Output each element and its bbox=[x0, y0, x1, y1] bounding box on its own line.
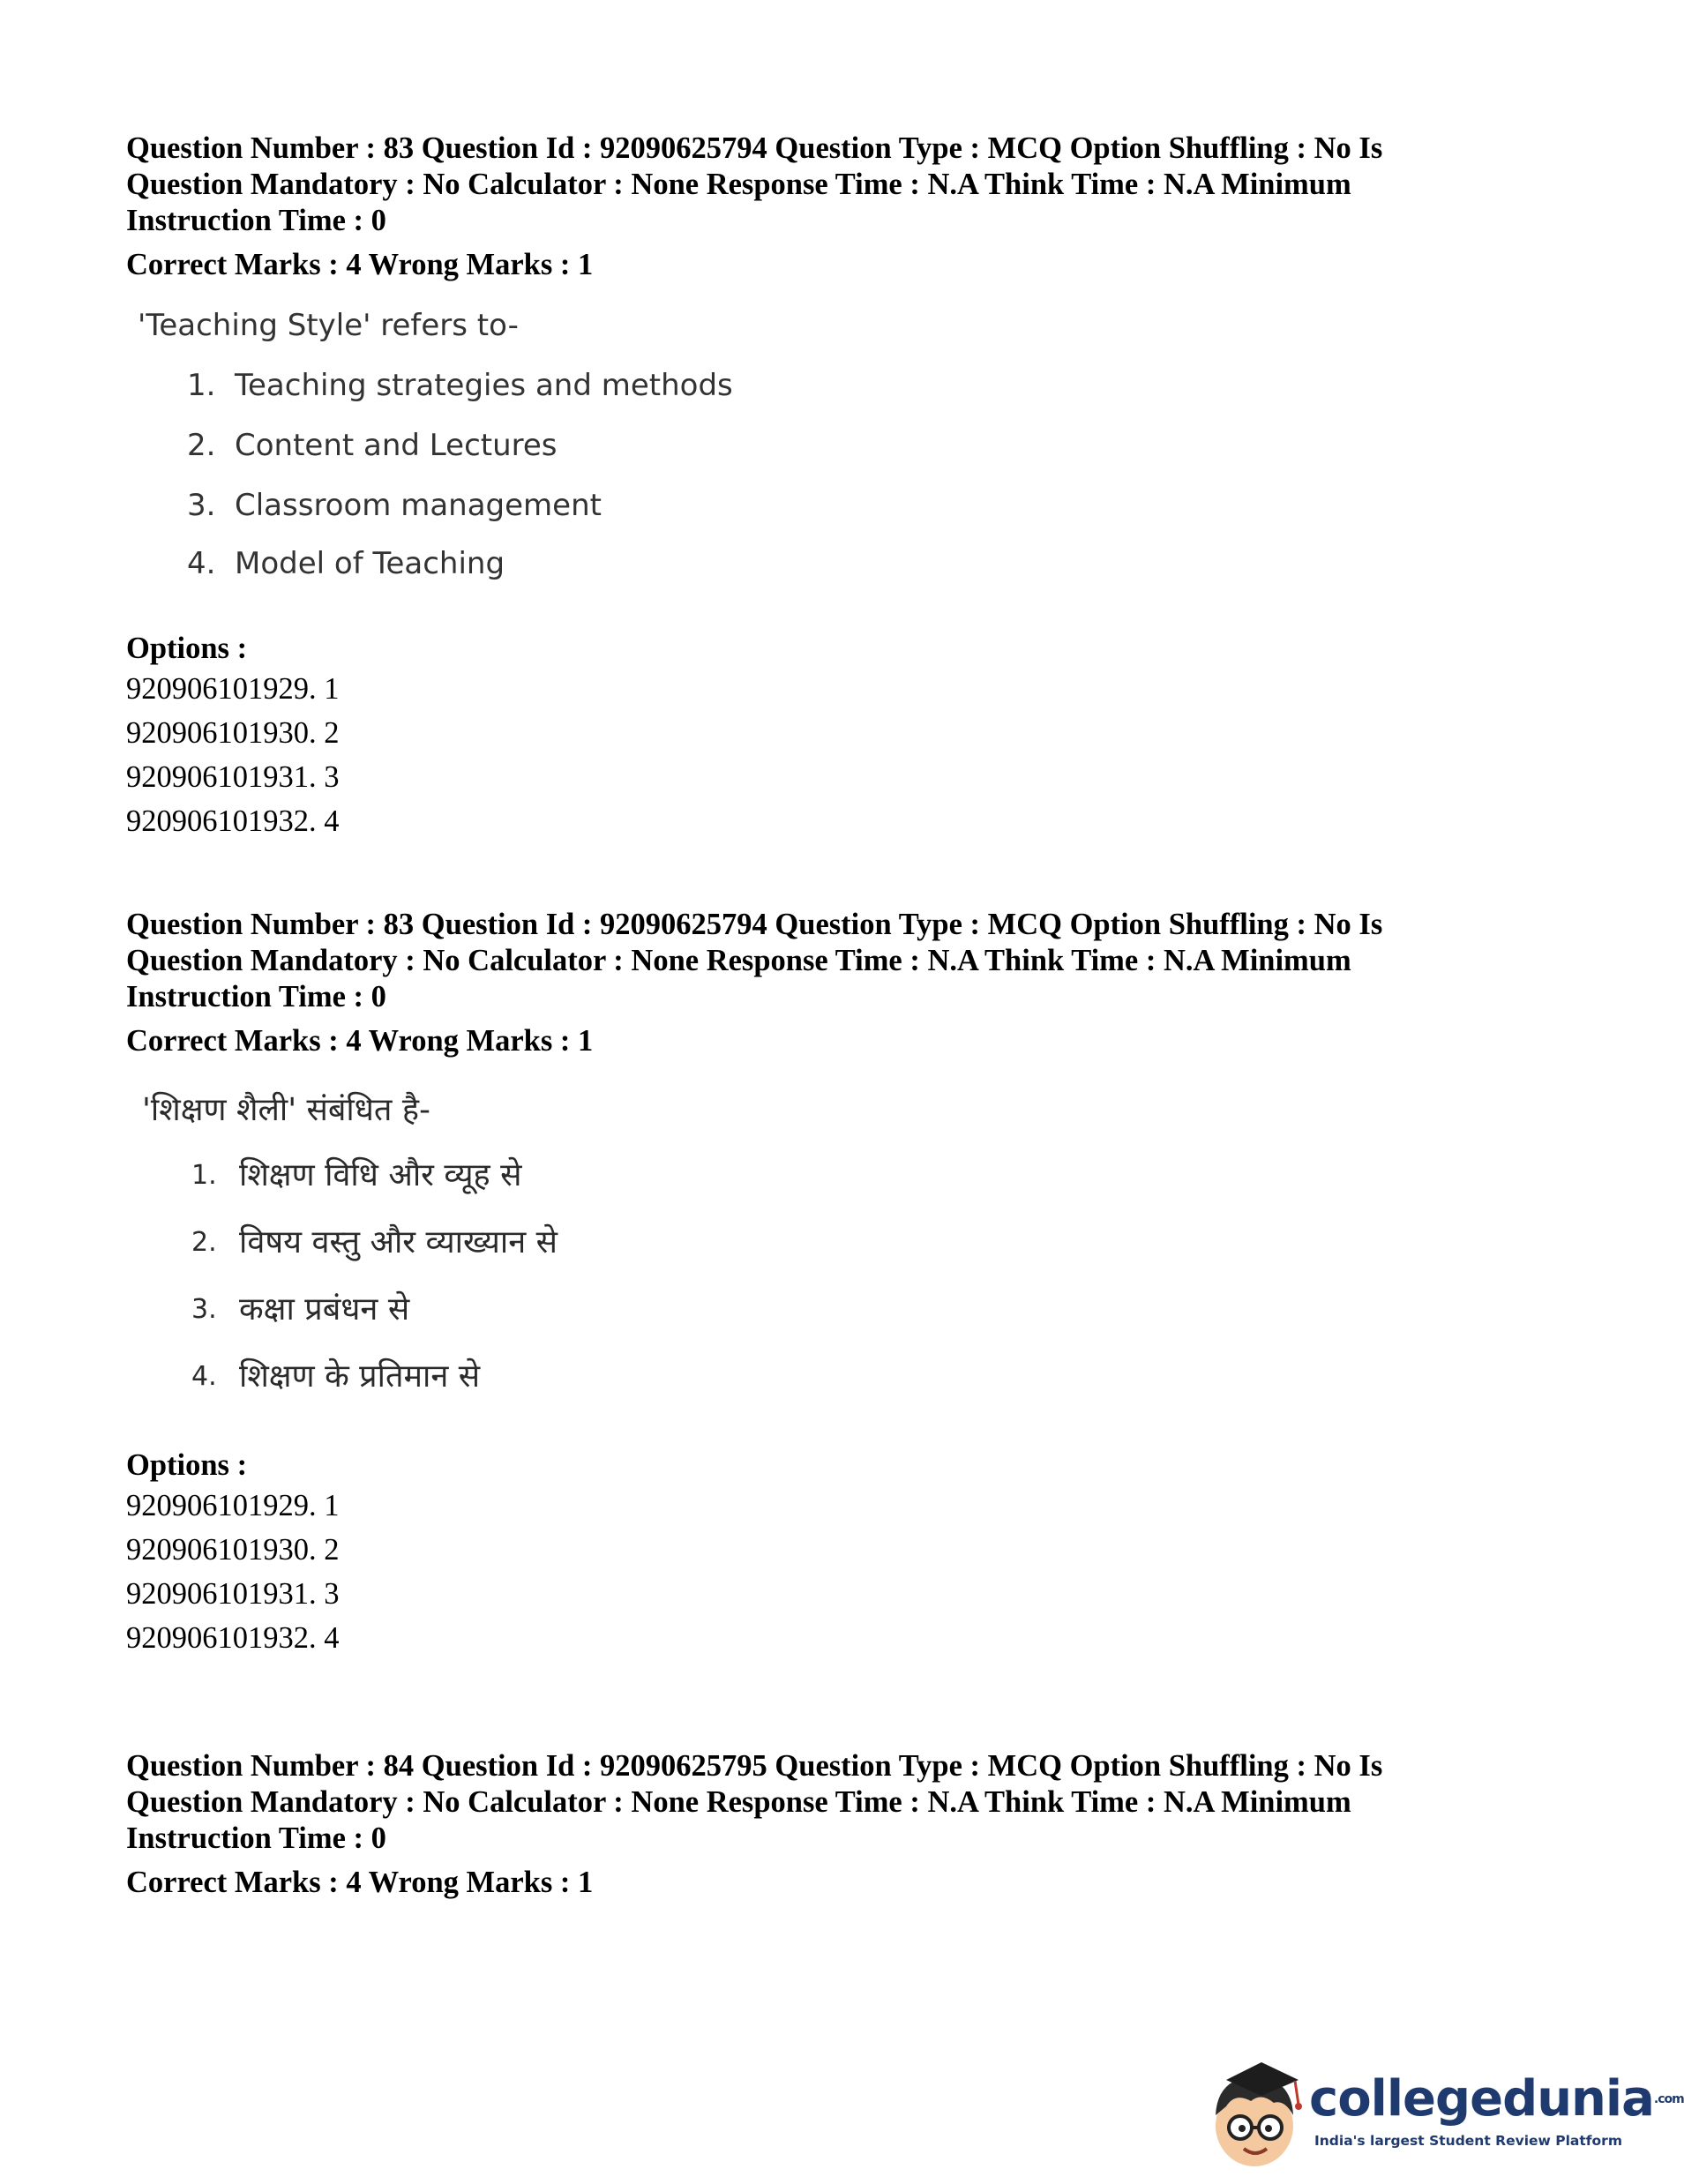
choice-text: शिक्षण विधि और व्यूह से bbox=[239, 1157, 522, 1193]
question-meta: Question Number : 83 Question Id : 92090625794 Question Type : MCQ Option Shuffling : No Is Question Mandatory : No Calculator : None Response Time : N.A Think Time : N.A Minimum Instruction Time : 0 bbox=[126, 131, 1383, 237]
question-block bbox=[126, 907, 1502, 1660]
choice-number: 3. bbox=[191, 1294, 217, 1325]
options-section bbox=[126, 631, 1502, 843]
choice-number: 2. bbox=[191, 1227, 217, 1258]
option-line: 920906101932. 4 bbox=[126, 804, 340, 838]
question-block bbox=[126, 131, 1502, 843]
choice-number: 2. bbox=[187, 428, 216, 463]
question-choice bbox=[187, 428, 1514, 463]
question-choice bbox=[187, 488, 1514, 523]
options-label: Options : bbox=[126, 632, 248, 665]
question-choice-list bbox=[191, 1158, 1518, 1395]
options-label: Options : bbox=[126, 1448, 248, 1482]
option-line: 920906101930. 2 bbox=[126, 716, 340, 750]
choice-number: 1. bbox=[191, 1160, 217, 1191]
question-choice bbox=[191, 1292, 1518, 1328]
choice-number: 4. bbox=[191, 1361, 217, 1392]
choice-text: शिक्षण के प्रतिमान से bbox=[239, 1358, 481, 1395]
question-meta: Question Number : 84 Question Id : 92090625795 Question Type : MCQ Option Shuffling : No Is Question Mandatory : No Calculator : None Response Time : N.A Think Time : N.A Minimum Instruction Time : 0 bbox=[126, 1749, 1383, 1855]
question-block bbox=[126, 1748, 1502, 1901]
option-line: 920906101931. 3 bbox=[126, 1577, 340, 1611]
logo-wordmark bbox=[1309, 2070, 1684, 2128]
question-marks: Correct Marks : 4 Wrong Marks : 1 bbox=[126, 248, 594, 281]
question-image bbox=[138, 308, 1514, 581]
logo-tagline: India's largest Student Review Platform bbox=[1314, 2133, 1622, 2149]
choice-text: Content and Lectures bbox=[235, 428, 558, 463]
logo-name: collegedunia bbox=[1309, 2070, 1654, 2128]
question-choice bbox=[191, 1225, 1518, 1260]
option-line: 920906101929. 1 bbox=[126, 672, 340, 706]
choice-text: Teaching strategies and methods bbox=[235, 368, 733, 403]
question-marks: Correct Marks : 4 Wrong Marks : 1 bbox=[126, 1024, 594, 1058]
choice-number: 4. bbox=[187, 546, 216, 581]
choice-text: Classroom management bbox=[235, 488, 602, 523]
choice-text: कक्षा प्रबंधन से bbox=[239, 1291, 410, 1328]
question-image bbox=[142, 1093, 1518, 1395]
question-choice bbox=[187, 546, 1514, 581]
option-line: 920906101929. 1 bbox=[126, 1489, 340, 1522]
choice-number: 1. bbox=[187, 368, 216, 403]
option-line: 920906101930. 2 bbox=[126, 1533, 340, 1567]
option-line: 920906101932. 4 bbox=[126, 1621, 340, 1655]
question-stem: 'Teaching Style' refers to- bbox=[138, 308, 519, 343]
options-section bbox=[126, 1447, 1502, 1660]
choice-text: Model of Teaching bbox=[235, 546, 505, 581]
question-meta: Question Number : 83 Question Id : 92090625794 Question Type : MCQ Option Shuffling : No Is Question Mandatory : No Calculator : None Response Time : N.A Think Time : N.A Minimum Instruction Time : 0 bbox=[126, 908, 1383, 1013]
logo-suffix: .com bbox=[1653, 2092, 1684, 2106]
question-marks: Correct Marks : 4 Wrong Marks : 1 bbox=[126, 1866, 594, 1899]
question-choice-list bbox=[187, 368, 1514, 581]
option-line: 920906101931. 3 bbox=[126, 760, 340, 794]
question-choice bbox=[187, 368, 1514, 403]
collegedunia-logo bbox=[1200, 2053, 1684, 2173]
mascot-icon bbox=[1200, 2053, 1314, 2173]
choice-text: विषय वस्तु और व्याख्यान से bbox=[239, 1224, 558, 1260]
choice-number: 3. bbox=[187, 488, 216, 523]
question-stem: 'शिक्षण शैली' संबंधित है- bbox=[142, 1092, 430, 1128]
question-choice bbox=[191, 1359, 1518, 1395]
question-choice bbox=[191, 1158, 1518, 1193]
